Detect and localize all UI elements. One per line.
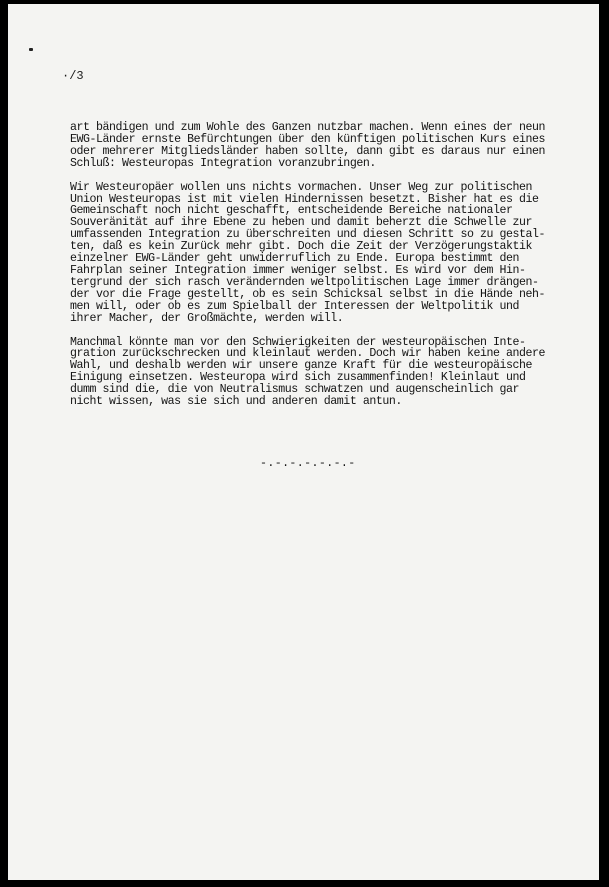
text-line: dumm sind die, die von Neutralismus schwatzen und augenscheinlich gar <box>70 383 520 397</box>
text-line: men will, oder ob es zum Spielball der Interessen der Weltpolitik und <box>70 299 520 313</box>
paragraph-2 <box>70 182 599 325</box>
body-text <box>70 122 599 420</box>
paragraph-3 <box>70 337 599 408</box>
text-line: Schluß: Westeuropas Integration voranzubringen. <box>70 156 376 170</box>
scan-mark <box>29 48 33 51</box>
scan-border <box>599 0 609 887</box>
text-line: tergrund der sich rasch verändernden weltpolitischen Lage immer drängen- <box>70 275 539 289</box>
text-line: EWG-Länder ernste Befürchtungen über den künftigen politischen Kurs eines <box>70 132 546 146</box>
text-line: art bändigen und zum Wohle des Ganzen nutzbar machen. Wenn eines der neun <box>70 121 546 134</box>
paragraph-1 <box>70 122 599 170</box>
text-line: Manchmal könnte man vor den Schwierigkeiten der westeuropäischen Inte- <box>70 335 526 349</box>
end-separator: -.-.-.-.-.-.- <box>260 457 356 470</box>
text-line: Fahrplan seiner Integration immer weniger selbst. Es wird vor dem Hin- <box>70 263 526 277</box>
text-line: Union Westeuropas ist mit vielen Hindernissen besetzt. Bisher hat es die <box>70 192 539 206</box>
text-line: ten, daß es kein Zurück mehr gibt. Doch die Zeit der Verzögerungstaktik <box>70 240 533 254</box>
text-line: gration zurückschrecken und kleinlaut werden. Doch wir haben keine andere <box>70 347 546 361</box>
text-line: umfassenden Integration zu überschreiten und diesen Schritt so zu gestal- <box>70 228 546 242</box>
text-line: der vor die Frage gestellt, ob es sein Schicksal selbst in die Hände neh- <box>70 287 546 301</box>
text-line: nicht wissen, was sie sich und anderen damit antun. <box>70 395 402 409</box>
text-line: Wahl, und deshalb werden wir unsere ganze Kraft für die westeuropäische <box>70 359 533 373</box>
document-page <box>8 4 599 880</box>
text-line: oder mehrerer Mitgliedsländer haben sollte, dann gibt es daraus nur einen <box>70 144 546 158</box>
text-line: Einigung einsetzen. Westeuropa wird sich zusammenfinden! Kleinlaut und <box>70 371 526 385</box>
text-line: ihrer Macher, der Großmächte, werden will. <box>70 311 344 325</box>
page-number: ·/3 <box>62 69 84 83</box>
text-line: Souveränität auf ihre Ebene zu heben und damit beherzt die Schwelle zur <box>70 216 533 230</box>
text-line: Gemeinschaft noch nicht geschafft, entscheidende Bereiche nationaler <box>70 204 513 218</box>
text-line: Wir Westeuropäer wollen uns nichts vormachen. Unser Weg zur politischen <box>70 180 533 194</box>
text-line: einzelner EWG-Länder geht unwiderruflich zu Ende. Europa bestimmt den <box>70 252 520 266</box>
